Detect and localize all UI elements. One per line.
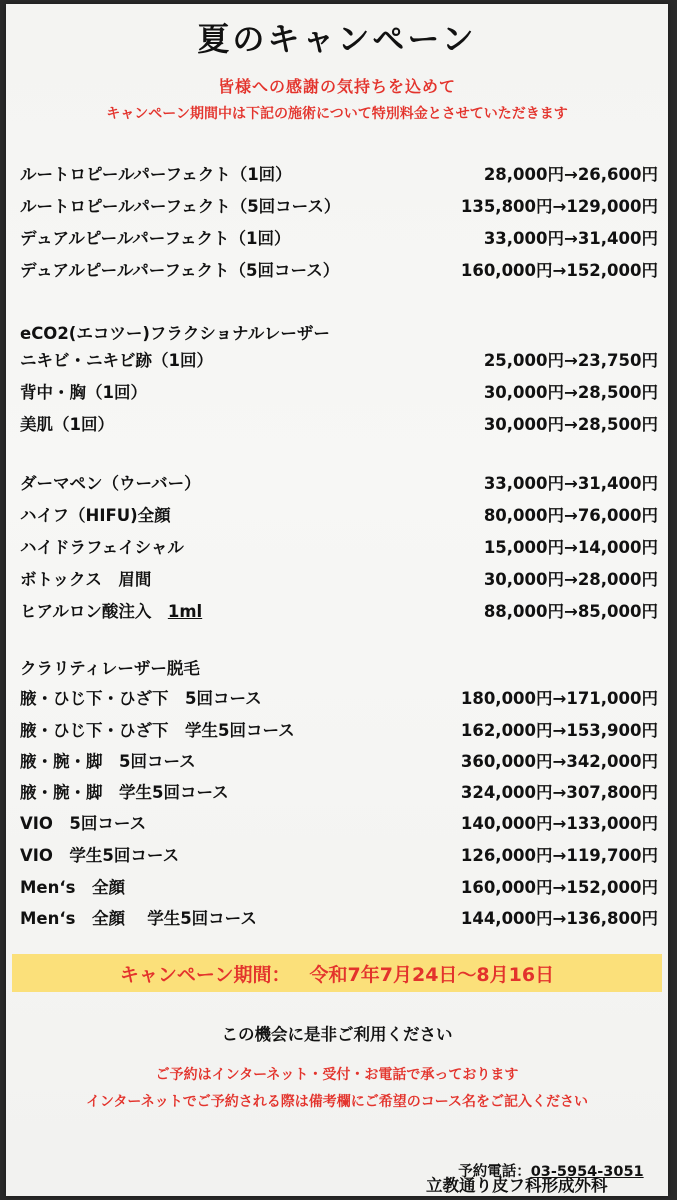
treatment-name: VIO 学生5回コース	[20, 846, 180, 865]
treatment-volume: 1ml	[167, 602, 203, 621]
treatment-price: 160,000円→152,000円	[460, 878, 658, 897]
treatment-name	[20, 598, 202, 622]
price-row	[20, 409, 658, 437]
treatment-name: 背中・胸（1回）	[20, 383, 147, 402]
campaign-flyer	[6, 4, 668, 1196]
clinic-name: 立教通り皮フ科形成外科	[426, 1176, 608, 1195]
campaign-period-label: キャンペーン期間：	[119, 963, 291, 986]
treatment-name: デュアルピールパーフェクト（1回）	[20, 229, 291, 248]
treatment-name: VIO 5回コース	[20, 814, 147, 833]
treatment-name: ルートロピールパーフェクト（1回）	[20, 165, 292, 184]
price-row	[20, 872, 658, 900]
treatment-name: デュアルピールパーフェクト（5回コース）	[20, 261, 340, 280]
price-row	[20, 596, 658, 624]
reservation-note: ご予約はインターネット・受付・お電話で承っております	[155, 1067, 519, 1083]
treatment-name: Men‘s 全顔 学生5回コース	[20, 909, 257, 928]
section-heading: クラリティレーザー脱毛	[20, 659, 200, 678]
campaign-period-banner	[12, 954, 662, 992]
price-row	[20, 377, 658, 405]
treatment-price: 162,000円→153,900円	[460, 721, 658, 740]
price-row	[20, 564, 658, 592]
price-row	[20, 255, 658, 283]
closing-text: この機会に是非ご利用ください	[221, 1025, 453, 1044]
treatment-price: 360,000円→342,000円	[460, 752, 658, 771]
treatment-name: ニキビ・ニキビ跡（1回）	[20, 351, 213, 370]
treatment-price: 30,000円→28,500円	[483, 383, 658, 402]
price-row	[20, 840, 658, 868]
price-row	[20, 500, 658, 528]
section-heading: eCO2(エコツー)フラクショナルレーザー	[20, 324, 330, 343]
treatment-name: ハイフ（HIFU)全顔	[20, 506, 171, 525]
treatment-name: ダーマペン（ウーバー）	[20, 474, 201, 493]
price-row	[20, 683, 658, 711]
treatment-price: 25,000円→23,750円	[483, 351, 658, 370]
internet-reservation-note: インターネットでご予約される際は備考欄にご希望のコース名をご記入ください	[85, 1094, 589, 1110]
treatment-price: 28,000円→26,600円	[483, 165, 658, 184]
price-row	[20, 159, 658, 187]
treatment-price: 180,000円→171,000円	[460, 689, 658, 708]
treatment-name: 腋・腕・脚 学生5回コース	[20, 783, 229, 802]
treatment-name: ルートロピールパーフェクト（5回コース）	[20, 197, 341, 216]
treatment-name: 腋・ひじ下・ひざ下 学生5回コース	[20, 721, 295, 740]
treatment-price: 30,000円→28,000円	[483, 570, 658, 589]
page-title: 夏のキャンペーン	[197, 20, 477, 58]
price-row	[20, 191, 658, 219]
treatment-price: 135,800円→129,000円	[460, 197, 658, 216]
price-row	[20, 345, 658, 373]
treatment-price: 33,000円→31,400円	[483, 474, 658, 493]
treatment-name: ボトックス 眉間	[20, 570, 152, 589]
treatment-name: 美肌（1回）	[20, 415, 114, 434]
treatment-name: 腋・腕・脚 5回コース	[20, 752, 196, 771]
treatment-name: 腋・ひじ下・ひざ下 5回コース	[20, 689, 262, 708]
subtitle: 皆様への感謝の気持ちを込めて	[217, 77, 456, 96]
price-row	[20, 223, 658, 251]
price-row	[20, 746, 658, 774]
treatment-name: ハイドラフェイシャル	[20, 538, 184, 557]
campaign-period-dates: 令和7年7月24日～8月16日	[309, 963, 555, 986]
treatment-name-text: ヒアルロン酸注入	[20, 602, 168, 621]
treatment-price: 140,000円→133,000円	[460, 814, 658, 833]
price-row	[20, 903, 658, 931]
price-row	[20, 468, 658, 496]
treatment-price: 324,000円→307,800円	[460, 783, 658, 802]
treatment-price: 144,000円→136,800円	[460, 909, 658, 928]
treatment-price: 33,000円→31,400円	[483, 229, 658, 248]
treatment-price: 80,000円→76,000円	[483, 506, 658, 525]
price-row	[20, 715, 658, 743]
intro-text: キャンペーン期間中は下記の施術について特別料金とさせていただきます	[106, 106, 568, 122]
price-row	[20, 532, 658, 560]
treatment-price: 160,000円→152,000円	[460, 261, 658, 280]
treatment-price: 30,000円→28,500円	[483, 415, 658, 434]
treatment-name: Men‘s 全顔	[20, 878, 125, 897]
phone-number[interactable]: 03-5954-3051	[530, 1164, 644, 1180]
price-row	[20, 777, 658, 805]
treatment-price: 88,000円→85,000円	[483, 602, 658, 621]
phone-label: 予約電話：	[458, 1164, 531, 1180]
treatment-price: 126,000円→119,700円	[460, 846, 658, 865]
price-row	[20, 808, 658, 836]
treatment-price: 15,000円→14,000円	[483, 538, 658, 557]
